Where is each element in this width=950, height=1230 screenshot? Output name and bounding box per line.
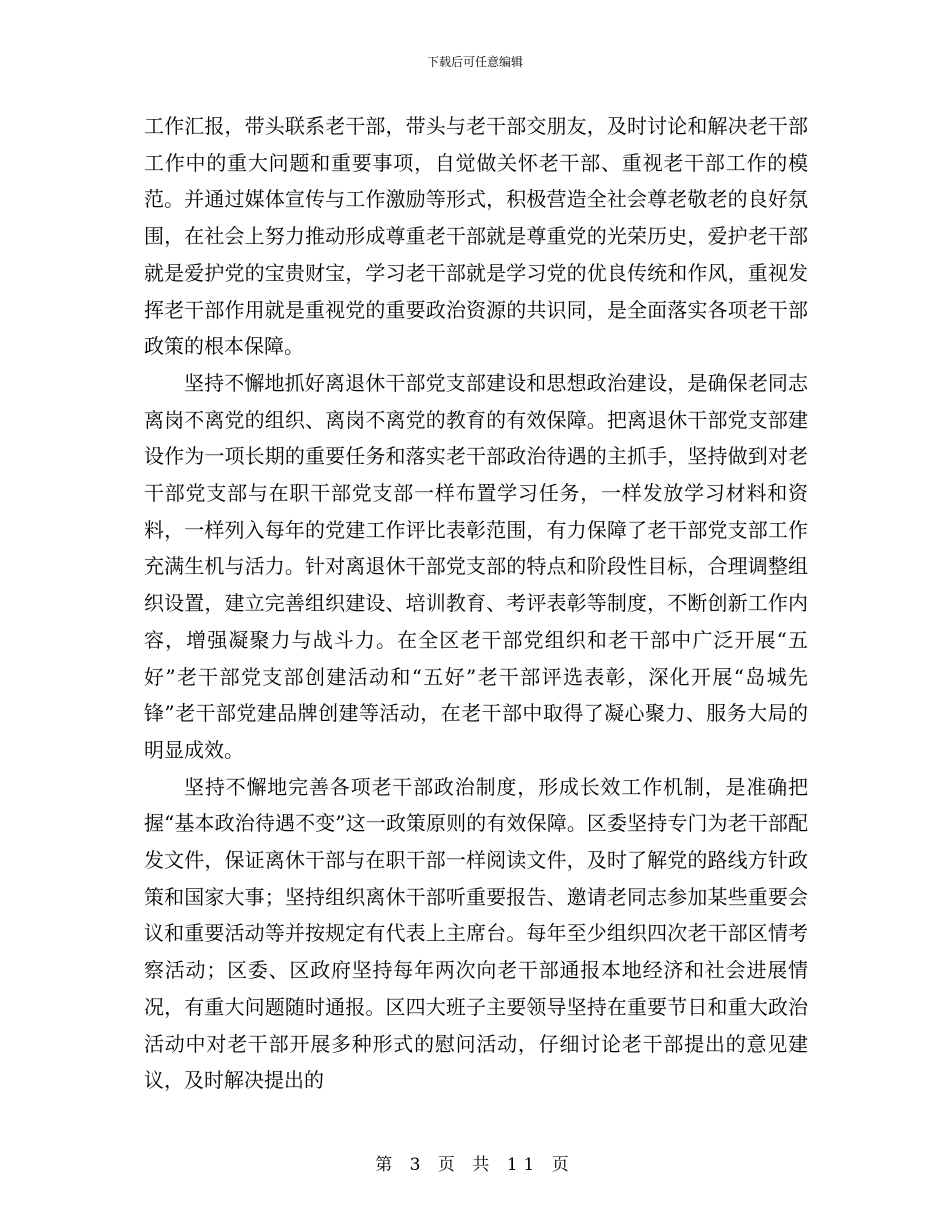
page-header: 下载后可任意编辑 [426,55,523,69]
document-body [144,108,808,1099]
paragraph-2: 坚持不懈地抓好离退休干部党支部建设和思想政治建设，是确保老同志离岗不离党的组织、离岗不离党的教育的有效保障。把离退休干部党支部建设作为一项长期的重要任务和落实老干部政治待遇的主抓手，坚持做到对老干部党支部与在职干部党支部一样布置学习任务，一样发放学习材料和资料，一样列入每年的党建工作评比表彰范围，有力保障了老干部党支部工作充满生机与活力。针对离退休干部党支部的特点和阶段性目标，合理调整组织设置，建立完善组织建设、培训教育、考评表彰等制度，不断创新工作内容，增强凝聚力与战斗力。在全区老干部党组织和老干部中广泛开展“五好”老干部党支部创建活动和“五好”老干部评选表彰，深化开展“岛城先锋”老干部党建品牌创建等活动，在老干部中取得了凝心聚力、服务大局的明显成效。 [144,370,808,762]
paragraph-3: 坚持不懈地完善各项老干部政治制度，形成长效工作机制，是准确把握“基本政治待遇不变”这一政策原则的有效保障。区委坚持专门为老干部配发文件，保证离休干部与在职干部一样阅读文件，及时了解党的路线方针政策和国家大事；坚持组织离休干部听重要报告、邀请老同志参加某些重要会议和重要活动等并按规定有代表上主席台。每年至少组织四次老干部区情考察活动；区委、区政府坚持每年两次向老干部通报本地经济和社会进展情况，有重大问题随时通报。区四大班子主要领导坚持在重要节日和重大政治活动中对老干部开展多种形式的慰问活动，仔细讨论老干部提出的意见建议，及时解决提出的 [144,774,808,1093]
page-footer: 第 3 页 共 11 页 [375,1155,575,1175]
paragraph-1: 工作汇报，带头联系老干部，带头与老干部交朋友，及时讨论和解决老干部工作中的重大问题和重要事项，自觉做关怀老干部、重视老干部工作的模范。并通过媒体宣传与工作激励等形式，积极营造全社会尊老敬老的良好氛围，在社会上努力推动形成尊重老干部就是尊重党的光荣历史，爱护老干部就是爱护党的宝贵财宝，学习老干部就是学习党的优良传统和作风，重视发挥老干部作用就是重视党的重要政治资源的共识同，是全面落实各项老干部政策的根本保障。 [144,114,808,359]
